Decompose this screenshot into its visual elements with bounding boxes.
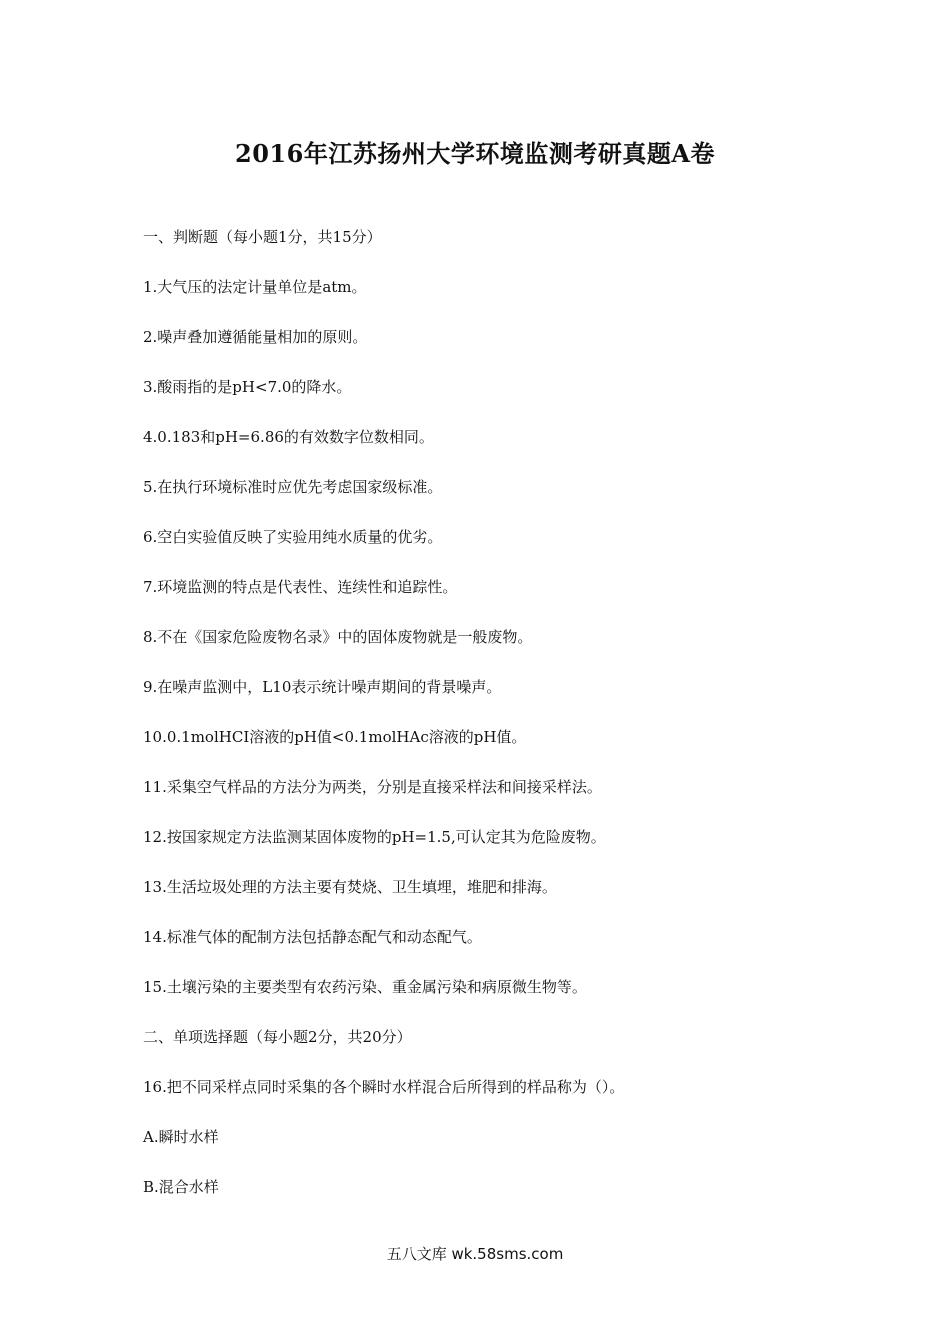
question-item: 9.在噪声监测中，L10表示统计噪声期间的背景噪声。 [143, 678, 502, 696]
question-item: 8.不在《国家危险废物名录》中的固体废物就是一般废物。 [143, 628, 533, 646]
question-item: 2.噪声叠加遵循能量相加的原则。 [143, 328, 368, 346]
question-item: 6.空白实验值反映了实验用纯水质量的优劣。 [143, 528, 443, 546]
question-item: 7.环境监测的特点是代表性、连续性和追踪性。 [143, 578, 458, 596]
answer-option: A.瞬时水样 [143, 1128, 219, 1146]
question-item: 5.在执行环境标准时应优先考虑国家级标准。 [143, 478, 443, 496]
section-heading-judgment: 一、判断题（每小题1分，共15分） [143, 228, 382, 246]
question-item: 15.土壤污染的主要类型有农药污染、重金属污染和病原微生物等。 [143, 978, 587, 996]
question-item: 11.采集空气样品的方法分为两类，分别是直接采样法和间接采样法。 [143, 778, 602, 796]
question-list [143, 226, 843, 1226]
question-item: 13.生活垃圾处理的方法主要有焚烧、卫生填埋，堆肥和排海。 [143, 878, 557, 896]
section-heading-choice: 二、单项选择题（每小题2分，共20分） [143, 1028, 412, 1046]
question-item: 4.0.183和pH=6.86的有效数字位数相同。 [143, 428, 434, 446]
document-title: 2016年江苏扬州大学环境监测考研真题A卷 [235, 139, 715, 168]
question-item: 12.按国家规定方法监测某固体废物的pH=1.5,可认定其为危险废物。 [143, 828, 606, 846]
question-item: 14.标准气体的配制方法包括静态配气和动态配气。 [143, 928, 482, 946]
question-item: 16.把不同采样点同时采集的各个瞬时水样混合后所得到的样品称为（）。 [143, 1078, 625, 1096]
question-item: 3.酸雨指的是pH<7.0的降水。 [143, 378, 352, 396]
answer-option: B.混合水样 [143, 1178, 219, 1196]
footer-watermark: 五八文库 wk.58sms.com [386, 1245, 564, 1263]
question-item: 10.0.1molHCI溶液的pH值<0.1molHAc溶液的pH值。 [143, 728, 527, 746]
question-item: 1.大气压的法定计量单位是atm。 [143, 278, 367, 296]
